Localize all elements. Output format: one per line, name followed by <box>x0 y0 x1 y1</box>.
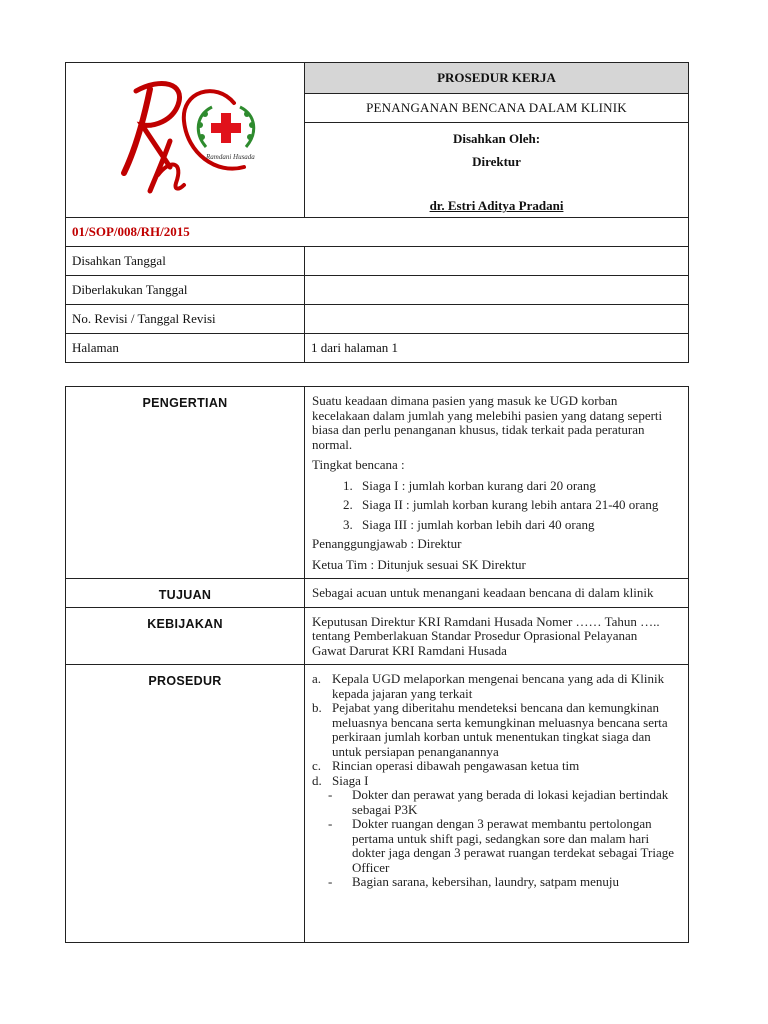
meta-value <box>305 247 689 276</box>
meta-value <box>305 276 689 305</box>
approved-by-label: Disahkan Oleh: <box>452 131 541 147</box>
procedure-list <box>312 672 674 890</box>
approved-by-name: dr. Estri Aditya Pradani <box>429 198 564 214</box>
approved-by-role: Direktur <box>472 154 521 170</box>
logo-cell <box>66 63 305 218</box>
list-item: d. Siaga I - Dokter dan perawat yang berada di lokasi kejadian bertindak sebagai P3K - Dokter ruangan dengan 3 perawat membantu pertolongan pertama untuk shift pagi, sedangkan sore dan malam hari dokter jaga dengan 3 perawat ruangan terdekat sebagai Triage Officer - Bagian sarana, kebersihan, laundry, satpam menuju <box>312 772 674 889</box>
meta-value: 1 dari halaman 1 <box>305 334 689 363</box>
sop-header-table <box>65 62 689 363</box>
section-pengertian <box>66 387 689 579</box>
meta-label: Halaman <box>66 334 305 363</box>
sop-number: 01/SOP/008/RH/2015 <box>66 218 689 247</box>
clinic-logo <box>66 63 302 213</box>
section-content <box>305 387 689 579</box>
team-lead-text: Ketua Tim : Ditunjuk sesuai SK Direktur <box>312 556 526 572</box>
section-label: PROSEDUR <box>66 665 305 943</box>
section-label: PENGERTIAN <box>66 387 305 579</box>
section-prosedur <box>66 665 689 943</box>
section-tujuan <box>66 579 689 608</box>
meta-value <box>305 305 689 334</box>
list-item: - Dokter dan perawat yang berada di lokasi kejadian bertindak sebagai P3K <box>328 787 669 817</box>
section-content: Sebagai acuan untuk menangani keadaan bencana di dalam klinik <box>305 579 689 608</box>
list-item: b. Pejabat yang diberitahu mendeteksi bencana dan kemungkinan meluasnya bencana serta kemungkinan meluasnya bencana serta perkiraan jumlah korban untuk menentukan tingkat siaga dan untuk persiapan penanganannya <box>312 700 668 759</box>
meta-label: No. Revisi / Tanggal Revisi <box>66 305 305 334</box>
sub-list <box>312 788 674 890</box>
meta-row <box>66 276 689 305</box>
logo-caption: Ramdani Husada <box>206 153 255 161</box>
list-item: 3. Siaga III : jumlah korban lebih dari 40 orang <box>356 518 674 533</box>
meta-label: Disahkan Tanggal <box>66 247 305 276</box>
list-item: c. Rincian operasi dibawah pengawasan ketua tim <box>312 758 580 773</box>
list-item: - Bagian sarana, kebersihan, laundry, satpam menuju <box>328 874 620 889</box>
list-item: 1. Siaga I : jumlah korban kurang dari 20 orang <box>356 479 674 494</box>
list-item: 2. Siaga II : jumlah korban kurang lebih antara 21-40 orang <box>356 498 674 513</box>
list-item: - Dokter ruangan dengan 3 perawat membantu pertolongan pertama untuk shift pagi, sedangkan sore dan malam hari dokter jaga dengan 3 perawat ruangan terdekat sebagai Triage Officer <box>328 816 674 875</box>
responsible-text: Penanggungjawab : Direktur <box>312 536 462 551</box>
sop-body-table <box>65 386 689 943</box>
document-type-title: PROSEDUR KERJA <box>305 63 689 94</box>
meta-row <box>66 305 689 334</box>
approval-cell <box>305 123 689 218</box>
document-subtitle: PENANGANAN BENCANA DALAM KLINIK <box>305 93 689 123</box>
section-label: KEBIJAKAN <box>66 607 305 665</box>
section-kebijakan <box>66 607 689 665</box>
section-content: Keputusan Direktur KRI Ramdani Husada Nomer …… Tahun ….. tentang Pemberlakuan Standar Prosedur Oprasional Pelayanan Gawat Darurat KRI Ramdani Husada <box>305 607 689 665</box>
section-label: TUJUAN <box>66 579 305 608</box>
levels-title: Tingkat bencana : <box>312 457 405 472</box>
meta-label: Diberlakukan Tanggal <box>66 276 305 305</box>
definition-text: Suatu keadaan dimana pasien yang masuk ke UGD korban kecelakaan dalam jumlah yang melebihi pasien yang datang seperti biasa dan perlu penanganan khusus, tidak terkait pada peraturan normal. <box>312 393 663 452</box>
meta-row <box>66 334 689 363</box>
red-cross-icon <box>211 113 241 143</box>
list-item: a. Kepala UGD melaporkan mengenai bencana yang ada di Klinik kepada jajaran yang terkait <box>312 672 665 701</box>
section-content <box>305 665 689 943</box>
levels-list <box>312 479 674 533</box>
meta-row <box>66 247 689 276</box>
